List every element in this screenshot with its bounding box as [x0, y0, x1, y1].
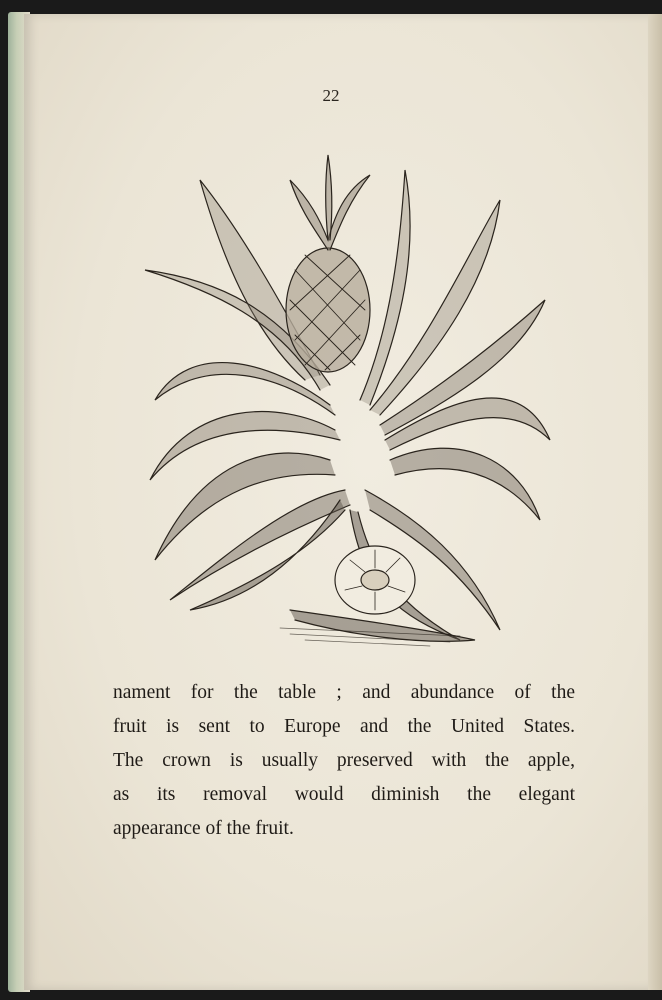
page-number: 22	[322, 86, 340, 105]
text-line: fruit is sent to Europe and the United States.	[113, 716, 575, 737]
text-line: appearance of the fruit.	[113, 818, 294, 839]
page-stack-edge	[648, 14, 662, 990]
text-line: as its removal would diminish the elegant	[113, 784, 575, 805]
pineapple-illustration	[130, 140, 560, 660]
body-text	[113, 676, 575, 846]
text-line: nament for the table ; and abundance of the	[113, 682, 575, 703]
text-line: The crown is usually preserved with the apple,	[113, 750, 575, 771]
